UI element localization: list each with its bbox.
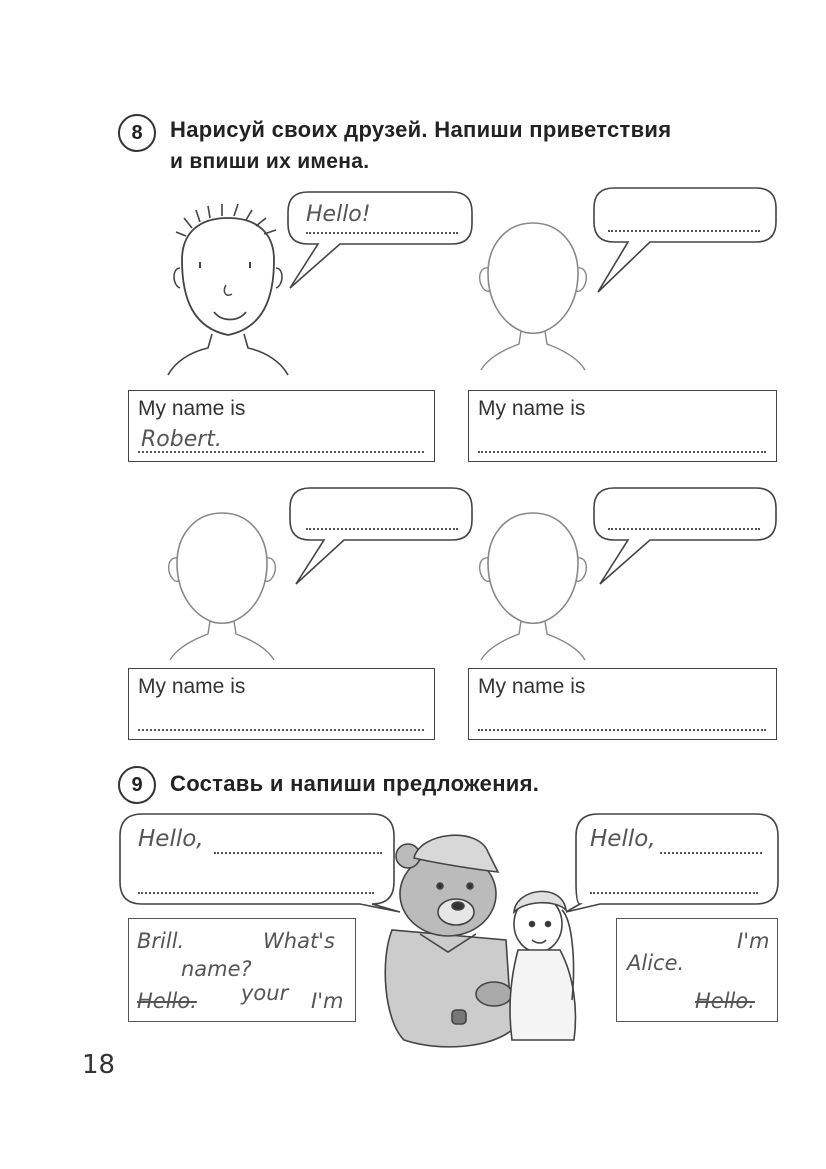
- name-box-4: [468, 668, 777, 740]
- exercise-9-number: 9: [118, 766, 156, 804]
- face-outline-icon: [480, 223, 587, 370]
- word: Brill.: [137, 929, 185, 953]
- right-bubble-line-2[interactable]: [590, 892, 758, 894]
- greeting-line-3[interactable]: [306, 528, 458, 530]
- greeting-line-2[interactable]: [608, 230, 760, 232]
- name-label: My name is: [138, 397, 246, 420]
- word: name?: [181, 957, 252, 981]
- name-label: My name is: [478, 397, 586, 420]
- name-label: My name is: [138, 675, 246, 698]
- word-crossed: Hello.: [695, 989, 755, 1013]
- name-box-robert: My name is Robert.: [128, 390, 435, 462]
- face-outline-icon: [169, 513, 276, 660]
- greeting-line-4[interactable]: [608, 528, 760, 530]
- exercise-8-number: 8: [118, 114, 156, 152]
- name-line[interactable]: [478, 425, 766, 453]
- page-number: 18: [82, 1050, 116, 1080]
- right-bubble-line-1[interactable]: [660, 852, 762, 854]
- greeting-line-1[interactable]: [306, 232, 458, 234]
- right-word-box: [616, 918, 778, 1022]
- name-box-2: [468, 390, 777, 462]
- word: Alice.: [627, 951, 685, 975]
- exercise-9-title: Составь и напиши предложения.: [170, 771, 540, 796]
- bear-and-girl-illustration: [385, 835, 575, 1047]
- word: your: [241, 981, 289, 1005]
- exercise-8-title-line2: и впиши их имена.: [170, 150, 370, 173]
- face-outline-icon: [480, 513, 587, 660]
- name-line[interactable]: [138, 425, 424, 453]
- word-crossed: Hello.: [137, 989, 197, 1013]
- left-word-box: [128, 918, 356, 1022]
- name-line[interactable]: [138, 703, 424, 731]
- name-line[interactable]: [478, 703, 766, 731]
- word: What's: [263, 929, 335, 953]
- robert-face-icon: [168, 204, 288, 375]
- word: I'm: [311, 989, 344, 1013]
- name-box-3: [128, 668, 435, 740]
- left-bubble-line-1[interactable]: [214, 852, 382, 854]
- exercise-8-title-line1: Нарисуй своих друзей. Напиши приветствия: [170, 117, 672, 142]
- word: I'm: [737, 929, 770, 953]
- example-greeting-text: Hello!: [306, 202, 371, 227]
- left-bubble-line-2[interactable]: [138, 892, 374, 894]
- name-label: My name is: [478, 675, 586, 698]
